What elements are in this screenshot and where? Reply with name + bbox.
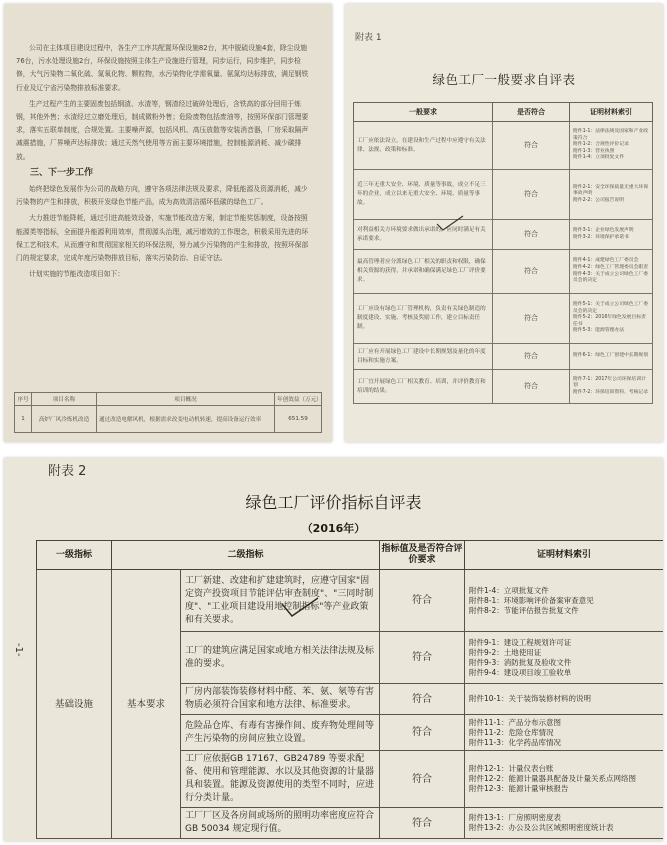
requirement-cell: 工厂厂区及各房间或场所的照明功率密度应符合GB 50034 规定现行值。: [181, 808, 380, 839]
requirement-cell: 工厂应设有绿色工厂管理机构，负责有关绿色制造的制度建设、实施、考核及奖励工作，建立目标责任制。: [354, 294, 493, 344]
appendix-label: 附表 1: [355, 33, 382, 43]
table-row: [354, 220, 653, 250]
conformity-cell: 符合: [380, 632, 465, 684]
requirement-cell: 工厂应依法设立，在建设和生产过程中应遵守有关法律、法规、政策和标准。: [354, 122, 493, 170]
conformity-cell: 符合: [380, 808, 465, 839]
table-cell: 通过改造电解风机，根据需求改变电动机转速，提高设备运行效率: [97, 406, 275, 433]
conformity-cell: 符合: [493, 370, 570, 404]
table-header: 指标值及是否符合评价要求: [380, 541, 465, 570]
page1-paragraph: 计划实施的节能改造项目如下：: [29, 270, 125, 279]
page3-title: 绿色工厂评价指标自评表: [245, 493, 422, 512]
page3-year: （2016年）: [301, 522, 366, 535]
energy-project-table: [14, 392, 322, 433]
table-row: [354, 294, 653, 344]
evidence-cell: 附件1-4：立项批复文件 附件8-1：环境影响评价备案审查意见 附件8-2：节能评估报告批复文件: [465, 570, 664, 632]
requirement-cell: 对利益相关方环境要求做出承诺的，应同时满足有关承诺要求。: [354, 220, 493, 250]
evidence-cell: 附件13-1：厂房照明密度表 附件13-2：办公及公共区域照明密度统计表: [465, 808, 664, 839]
conformity-cell: 符合: [493, 122, 570, 170]
requirement-cell: 危险品仓库、有毒有害操作间、废弃物处理间等产生污染物的房间应独立设置。: [181, 715, 380, 751]
conformity-cell: 符合: [493, 220, 570, 250]
table-row: [354, 344, 653, 370]
requirement-cell: 厂房内部装饰装修材料中醛、苯、氨、氡等有害物质必须符合国家和地方法律、标准要求。: [181, 684, 380, 715]
evidence-cell: 附件6-1：绿色工厂创建中长期规划: [570, 344, 653, 370]
table-cell: 651.59: [275, 406, 322, 433]
level1-indicator: 基础设施: [37, 570, 112, 839]
requirement-cell: 工厂新建、改建和扩建建筑时，应遵守国家"固定资产投资项目节能评估审查制度"、"三同时制度"、"工业项目建设用地控制指标"等产业政策和有关要求。: [181, 570, 380, 632]
evidence-cell: 附件5-1：关于成立公司绿色工厂委员会的决定 附件5-2：2016年绿色发展目标责任书 附件5-3：能源管理办法: [570, 294, 653, 344]
evidence-cell: 附件7-1：2017年公司环保培训计划 附件7-2：环保培训资料、考核记录: [570, 370, 653, 404]
page1-body: [16, 42, 312, 284]
table-row: [354, 170, 653, 220]
handwritten-check-mark: [280, 596, 320, 618]
table-header: 一级指标: [37, 541, 112, 570]
page1-paragraph: 公司在主体项目建设过程中，各生产工序共配置环保设施82台，其中脱硫设施4套，除尘设施76台，污水处理设施2台，环保设施按照主体生产设施进行管理，同步运行，同步维护，同步检修，大气污染物二氧化硫、氮氧化物、颗粒物，水污染物化学需氧量、氨氮均达标排放，满足钢铁行业及辽宁省污染物排放标准要求。: [16, 44, 309, 92]
table-row: [15, 406, 322, 433]
requirement-cell: 工厂应依据GB 17167、GB24789 等要求配备、使用和管理能源、水以及其他资源的计量器具和装置。能源及资源使用的类型不同时，应进行分类计量。: [181, 751, 380, 808]
evidence-cell: 附件2-1：安全环保质量无重大环保事故声明 附件2-2：公司报告说明: [570, 170, 653, 220]
conformity-cell: 符合: [380, 684, 465, 715]
table-row: [354, 370, 653, 404]
evidence-cell: 附件10-1：关于装饰装修材料的说明: [465, 684, 664, 715]
evidence-cell: 附件12-1：计量仪表台账 附件12-2：能源计量器具配备及计量关系点网络图 附件12-3：能源计量审核报告: [465, 751, 664, 808]
table-cell: 1: [15, 406, 32, 433]
evidence-cell: 附件11-1：产品分布示意图 附件11-2：危险仓库情况 附件11-3：化学药品库情况: [465, 715, 664, 751]
appendix-label: 附表 2: [48, 464, 87, 479]
requirement-cell: 工厂应有开展绿色工厂建设中长期规划及量化的年度目标和实施方案。: [354, 344, 493, 370]
conformity-cell: 符合: [493, 294, 570, 344]
table-header: 二级指标: [112, 541, 380, 570]
document-page-3: [4, 458, 663, 841]
table-header: 年创效益（万元）: [275, 393, 322, 406]
table-header: 证明材料索引: [465, 541, 664, 570]
table-cell: 高炉厂风冷炼机改造: [32, 406, 97, 433]
conformity-cell: 符合: [380, 570, 465, 632]
evaluation-indicator-table: [36, 540, 663, 839]
conformity-cell: 符合: [380, 715, 465, 751]
evidence-cell: 附件4-1：成建绿色工厂委员会 附件4-2：绿色工厂管理委员会职责 附件4-3：关于成立公司绿色工厂委员会的决定: [570, 250, 653, 294]
table-header: 证明材料索引: [570, 103, 653, 122]
requirement-cell: 最高管理者应分派绿色工厂相关的职责和权限，确保相关资源的获得，并承诺和确保满足绿色工厂评价要求。: [354, 250, 493, 294]
page1-paragraph: 生产过程产生的主要固废包括钢渣、水渣等，钢渣经过破碎处理后，含铁高的部分回用于炼钢，其他外售；水渣经过立磨处理后，制成微粉外售；危险废物包括废油等，按照环保部门管理要求，落实五联单制度，合规处置。主要噪声源，包括风机、高压放散等安装消音器，厂房采取隔声减震措施，厂界噪声达标排放；通过天然气使用等方面主要环境措施，控制能源消耗、减少碳排放。: [16, 99, 309, 161]
table-row: [354, 122, 653, 170]
evidence-cell: 附件3-1：企业绿色发展声明 附件3-2：环境保护承诺书: [570, 220, 653, 250]
general-requirements-table: [353, 102, 653, 404]
level2-indicator: 基本要求: [112, 570, 181, 839]
conformity-cell: 符合: [493, 250, 570, 294]
page2-title: 绿色工厂一般要求自评表: [432, 72, 576, 87]
table-header: 项目概况: [97, 393, 275, 406]
table-header: 一般要求: [354, 103, 493, 122]
page1-heading: 三、下一步工作: [30, 167, 94, 178]
table-header: 是否符合: [493, 103, 570, 122]
requirement-cell: 工厂宜开展绿色工厂相关教育、培训，并评价教育和培训的结果。: [354, 370, 493, 404]
table-header-row: [15, 393, 322, 406]
conformity-cell: 符合: [493, 170, 570, 220]
evidence-cell: 附件9-1：建设工程规划许可证 附件9-2：土地使用证 附件9-3：消防批复及验收文件 附件9-4：建设项目竣工验收单: [465, 632, 664, 684]
page1-paragraph: 大力推进节能降耗，通过引进高能效设备，实施节能改造方案，制定节能奖惩制度，设备按照能源类等指标，全面提升能源利用效率，贯彻源头治理，减污增效的工作理念，积极采用先进的环保工艺和技术，从而遵守和贯彻国家相关的环保法规，努力减少污染物的产生和排放，按照环保部门的规定要求，完成年度污染物排放目标，落实污染防治、自证守法。: [16, 214, 309, 263]
table-header: 序号: [15, 393, 32, 406]
page1-paragraph: 始终把绿色发展作为公司的战略方向，遵守各项法律法规及要求，降低能源及资源消耗，减少污染物的产生和排放，积极开发绿色节能产品，成为高效清洁循环低碳的绿色工厂。: [16, 185, 308, 207]
conformity-cell: 符合: [493, 344, 570, 370]
evidence-cell: 附件1-1：法律法规及国家和产业政策符合 附件1-2：合规性评价记录 附件1-3：营业执照 附件1-4：立项批复文件: [570, 122, 653, 170]
table-row: [354, 250, 653, 294]
conformity-cell: 符合: [380, 751, 465, 808]
table-row: [37, 570, 664, 632]
table-header-row: [37, 541, 664, 570]
handwritten-check-mark: [435, 214, 465, 232]
table-header: 项目名称: [32, 393, 97, 406]
requirement-cell: 工厂的建筑应满足国家或地方相关法律法规及标准的要求。: [181, 632, 380, 684]
table-header-row: [354, 103, 653, 122]
document-page-2: [345, 4, 663, 442]
requirement-cell: 近三年无重大安全、环境、质量等事故，成立不足三年的企业，成立以来无重大安全、环境、质量等事故。: [354, 170, 493, 220]
page-number: -1-: [13, 643, 24, 657]
document-page-1: [4, 4, 332, 442]
